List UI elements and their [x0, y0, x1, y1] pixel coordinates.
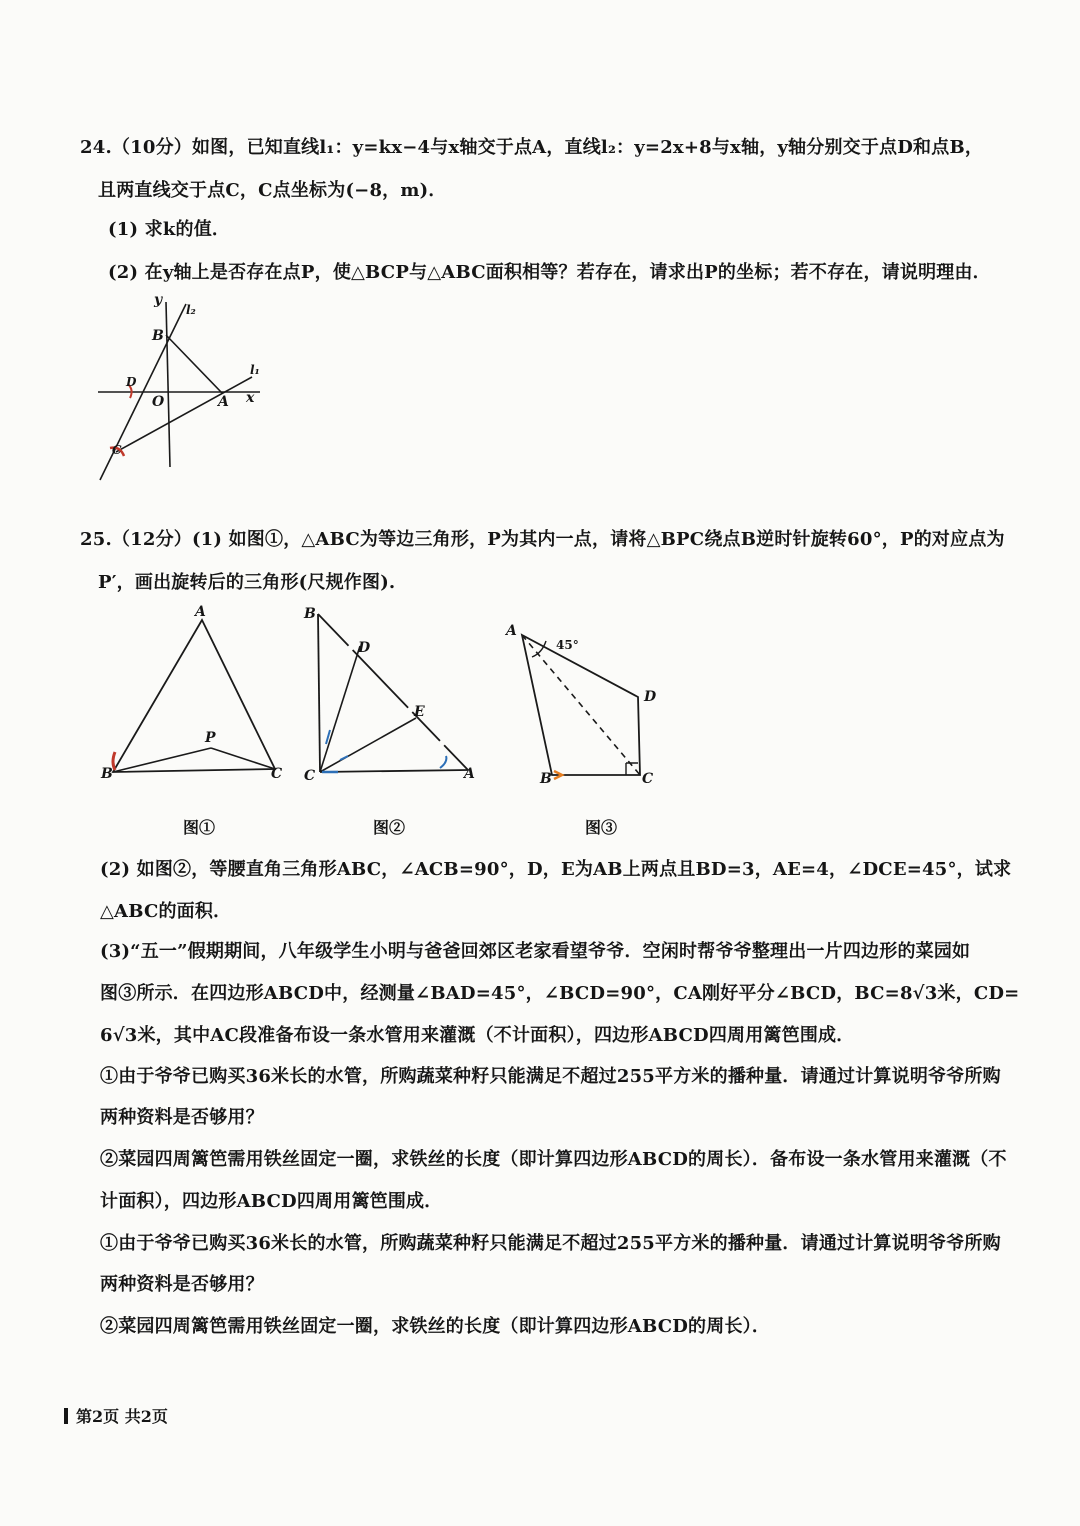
q25-repeat-1-line-1: ①由于爷爷已购买36米长的水管，所购蔬菜种籽只能满足不超过255平方米的播种量．请通过计算说明爷爷所购	[100, 1233, 1001, 1254]
fig3-label-d: D	[644, 689, 657, 705]
q25-figure-3	[500, 615, 680, 795]
fig2-label-e: E	[414, 704, 425, 720]
fig1-label-c: C	[271, 766, 283, 782]
q25-sub-1-line-2: 两种资料是否够用？	[100, 1107, 264, 1128]
q25-figure-2	[300, 600, 485, 790]
fig2-label-b: B	[304, 606, 316, 622]
label-y: y	[154, 292, 163, 308]
fig2-label-a: A	[464, 766, 475, 782]
q25-part-3-line-1: (3)“五一”假期期间，八年级学生小明与爸爸回郊区老家看望爷爷．空闲时帮爷爷整理出一片四边形的菜园如	[100, 941, 971, 962]
segment-bp	[113, 748, 211, 772]
q24-line-2: 且两直线交于点C，C点坐标为(−8，m)．	[98, 180, 447, 201]
blue-mark-4	[440, 756, 446, 768]
fig3-label-c: C	[642, 771, 654, 787]
q25-part-3-line-2: 图③所示．在四边形ABCD中，经测量∠BAD=45°，∠BCD=90°，CA刚好平分∠BCD，BC=8√3米，CD=	[100, 983, 1020, 1004]
page-number: 第2页 共2页	[76, 1407, 168, 1426]
label-l2: l₂	[186, 303, 196, 317]
red-arc-b	[113, 752, 115, 770]
label-c: C	[112, 443, 122, 457]
label-x: x	[246, 390, 255, 406]
q25-sub-1-line-1: ①由于爷爷已购买36米长的水管，所购蔬菜种籽只能满足不超过255平方米的播种量．请通过计算说明爷爷所购	[100, 1066, 1001, 1087]
q24-part-1: (1) 求k的值．	[108, 219, 231, 240]
fig2-label-d: D	[358, 640, 371, 656]
triangle-abc	[113, 620, 275, 772]
fig1-label-p: P	[205, 730, 216, 746]
fig1-label-a: A	[195, 604, 206, 620]
fig1-label-b: B	[101, 766, 113, 782]
q25-line-1: 25.（12分）(1) 如图①，△ABC为等边三角形，P为其内一点，请将△BPC绕点B逆时针旋转60°，P的对应点为	[80, 529, 1005, 550]
q25-repeat-1-line-2: 两种资料是否够用？	[100, 1274, 264, 1295]
y-axis	[166, 302, 170, 467]
caption-fig-3: 图③	[585, 818, 618, 837]
caption-fig-2: 图②	[373, 818, 406, 837]
q25-repeat-2: ②菜园四周篱笆需用铁丝固定一圈，求铁丝的长度（即计算四边形ABCD的周长）．	[100, 1316, 771, 1337]
q25-part-2-line-2: △ABC的面积．	[100, 901, 232, 922]
label-l1: l₁	[250, 363, 260, 377]
fig2-label-c: C	[304, 768, 316, 784]
q25-sub-2-line-1: ②菜园四周篱笆需用铁丝固定一圈，求铁丝的长度（即计算四边形ABCD的周长）．备布设一条水管用来灌溉（不	[100, 1149, 1007, 1170]
label-d: D	[126, 375, 137, 389]
label-b: B	[152, 328, 164, 344]
page-footer	[64, 1404, 168, 1427]
fig3-label-a: A	[506, 623, 517, 639]
q24-figure	[90, 292, 270, 487]
q25-part-2-line-1: (2) 如图②，等腰直角三角形ABC，∠ACB=90°，D，E为AB上两点且BD=3，AE=4，∠DCE=45°，试求	[100, 859, 1012, 880]
label-a: A	[218, 394, 229, 410]
segment-ab	[318, 614, 468, 770]
diagonal-ac	[522, 635, 640, 775]
q25-line-2: P′，画出旋转后的三角形(尺规作图).	[98, 572, 396, 593]
q25-figure-1	[95, 600, 295, 790]
segment-ba	[166, 335, 222, 393]
q25-sub-2-line-2: 计面积），四边形ABCD四周用篱笆围成．	[100, 1191, 443, 1212]
q24-line-1: 24.（10分）如图，已知直线l₁：y=kx−4与x轴交于点A，直线l₂：y=2x+8与x轴，y轴分别交于点D和点B，	[80, 137, 984, 158]
segment-bc	[318, 614, 320, 772]
fig3-label-b: B	[540, 771, 552, 787]
fig3-label-angle: 45°	[556, 638, 579, 652]
label-o: O	[152, 394, 165, 410]
q24-part-2: (2) 在y轴上是否存在点P，使△BCP与△ABC面积相等？若存在，请求出P的坐标；若不存在，请说明理由．	[108, 262, 991, 283]
footer-bar	[64, 1408, 68, 1424]
segment-ca	[320, 770, 468, 772]
q25-part-3-line-3: 6√3米，其中AC段准备布设一条水管用来灌溉（不计面积），四边形ABCD四周用篱笆围成．	[100, 1025, 855, 1046]
caption-fig-1: 图①	[183, 818, 216, 837]
